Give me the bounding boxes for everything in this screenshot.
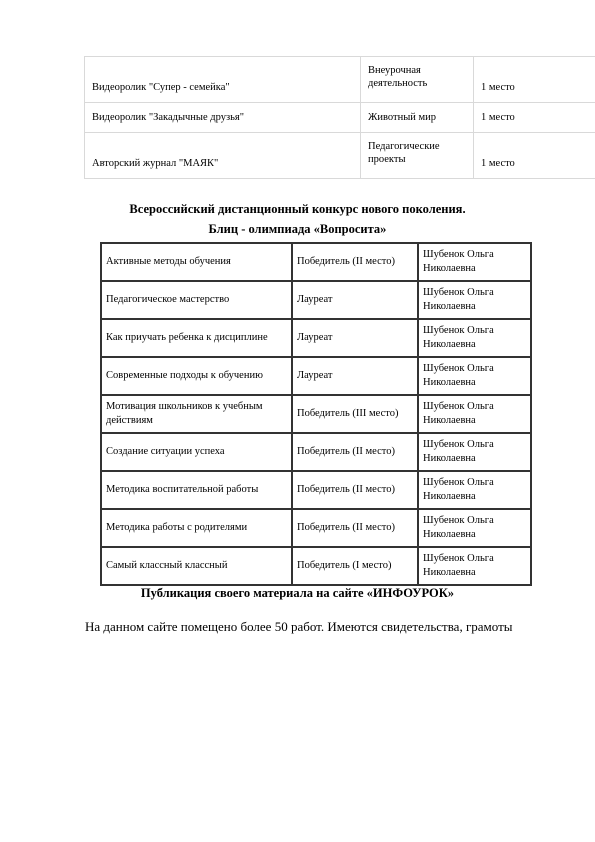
work-result: 1 место bbox=[474, 103, 595, 133]
work-result: 1 место bbox=[474, 133, 595, 179]
work-title: Видеоролик "Супер - семейка" bbox=[85, 57, 361, 103]
name-cell: Шубенок Ольга Николаевна bbox=[418, 509, 531, 547]
olympiad-heading: Блиц - олимпиада «Вопросита» bbox=[208, 222, 387, 236]
contest-heading: Всероссийский дистанционный конкурс нового поколения. bbox=[129, 202, 466, 216]
olympiad-results-table bbox=[100, 242, 532, 586]
contest-results-table bbox=[84, 56, 595, 179]
result-cell: Победитель (II место) bbox=[292, 433, 418, 471]
name-cell: Шубенок Ольга Николаевна bbox=[418, 281, 531, 319]
work-title: Видеоролик "Закадычные друзья" bbox=[85, 103, 361, 133]
topic-cell: Активные методы обучения bbox=[101, 243, 292, 281]
result-cell: Победитель (I место) bbox=[292, 547, 418, 585]
name-cell: Шубенок Ольга Николаевна bbox=[418, 471, 531, 509]
name-cell: Шубенок Ольга Николаевна bbox=[418, 357, 531, 395]
topic-cell: Педагогическое мастерство bbox=[101, 281, 292, 319]
name-cell: Шубенок Ольга Николаевна bbox=[418, 433, 531, 471]
name-cell: Шубенок Ольга Николаевна bbox=[418, 243, 531, 281]
topic-cell: Как приучать ребенка к дисциплине bbox=[101, 319, 292, 357]
result-cell: Победитель (II место) bbox=[292, 243, 418, 281]
table-row bbox=[101, 509, 531, 547]
work-category: Животный мир bbox=[361, 103, 474, 133]
topic-cell: Методика воспитательной работы bbox=[101, 471, 292, 509]
result-cell: Лауреат bbox=[292, 281, 418, 319]
name-cell: Шубенок Ольга Николаевна bbox=[418, 395, 531, 433]
work-category: Педагогические проекты bbox=[361, 133, 474, 179]
publication-heading: Публикация своего материала на сайте «ИНФОУРОК» bbox=[140, 586, 455, 600]
table-row bbox=[101, 357, 531, 395]
topic-cell: Методика работы с родителями bbox=[101, 509, 292, 547]
table-row bbox=[101, 395, 531, 433]
table-row bbox=[85, 103, 595, 133]
topic-cell: Мотивация школьников к учебным действиям bbox=[101, 395, 292, 433]
table-row bbox=[101, 243, 531, 281]
work-category: Внеурочная деятельность bbox=[361, 57, 474, 103]
result-cell: Победитель (II место) bbox=[292, 471, 418, 509]
work-result: 1 место bbox=[474, 57, 595, 103]
table-row bbox=[101, 471, 531, 509]
result-cell: Лауреат bbox=[292, 319, 418, 357]
table-row bbox=[101, 547, 531, 585]
name-cell: Шубенок Ольга Николаевна bbox=[418, 547, 531, 585]
topic-cell: Современные подходы к обучению bbox=[101, 357, 292, 395]
result-cell: Лауреат bbox=[292, 357, 418, 395]
table-row bbox=[101, 319, 531, 357]
result-cell: Победитель (III место) bbox=[292, 395, 418, 433]
table-row bbox=[85, 133, 595, 179]
work-title: Авторский журнал "МАЯК" bbox=[85, 133, 361, 179]
name-cell: Шубенок Ольга Николаевна bbox=[418, 319, 531, 357]
topic-cell: Самый классный классный bbox=[101, 547, 292, 585]
table-row bbox=[85, 57, 595, 103]
result-cell: Победитель (II место) bbox=[292, 509, 418, 547]
table-row bbox=[101, 433, 531, 471]
table-row bbox=[101, 281, 531, 319]
topic-cell: Создание ситуации успеха bbox=[101, 433, 292, 471]
publication-paragraph: На данном сайте помещено более 50 работ. Имеются свидетельства, грамоты bbox=[85, 619, 513, 634]
